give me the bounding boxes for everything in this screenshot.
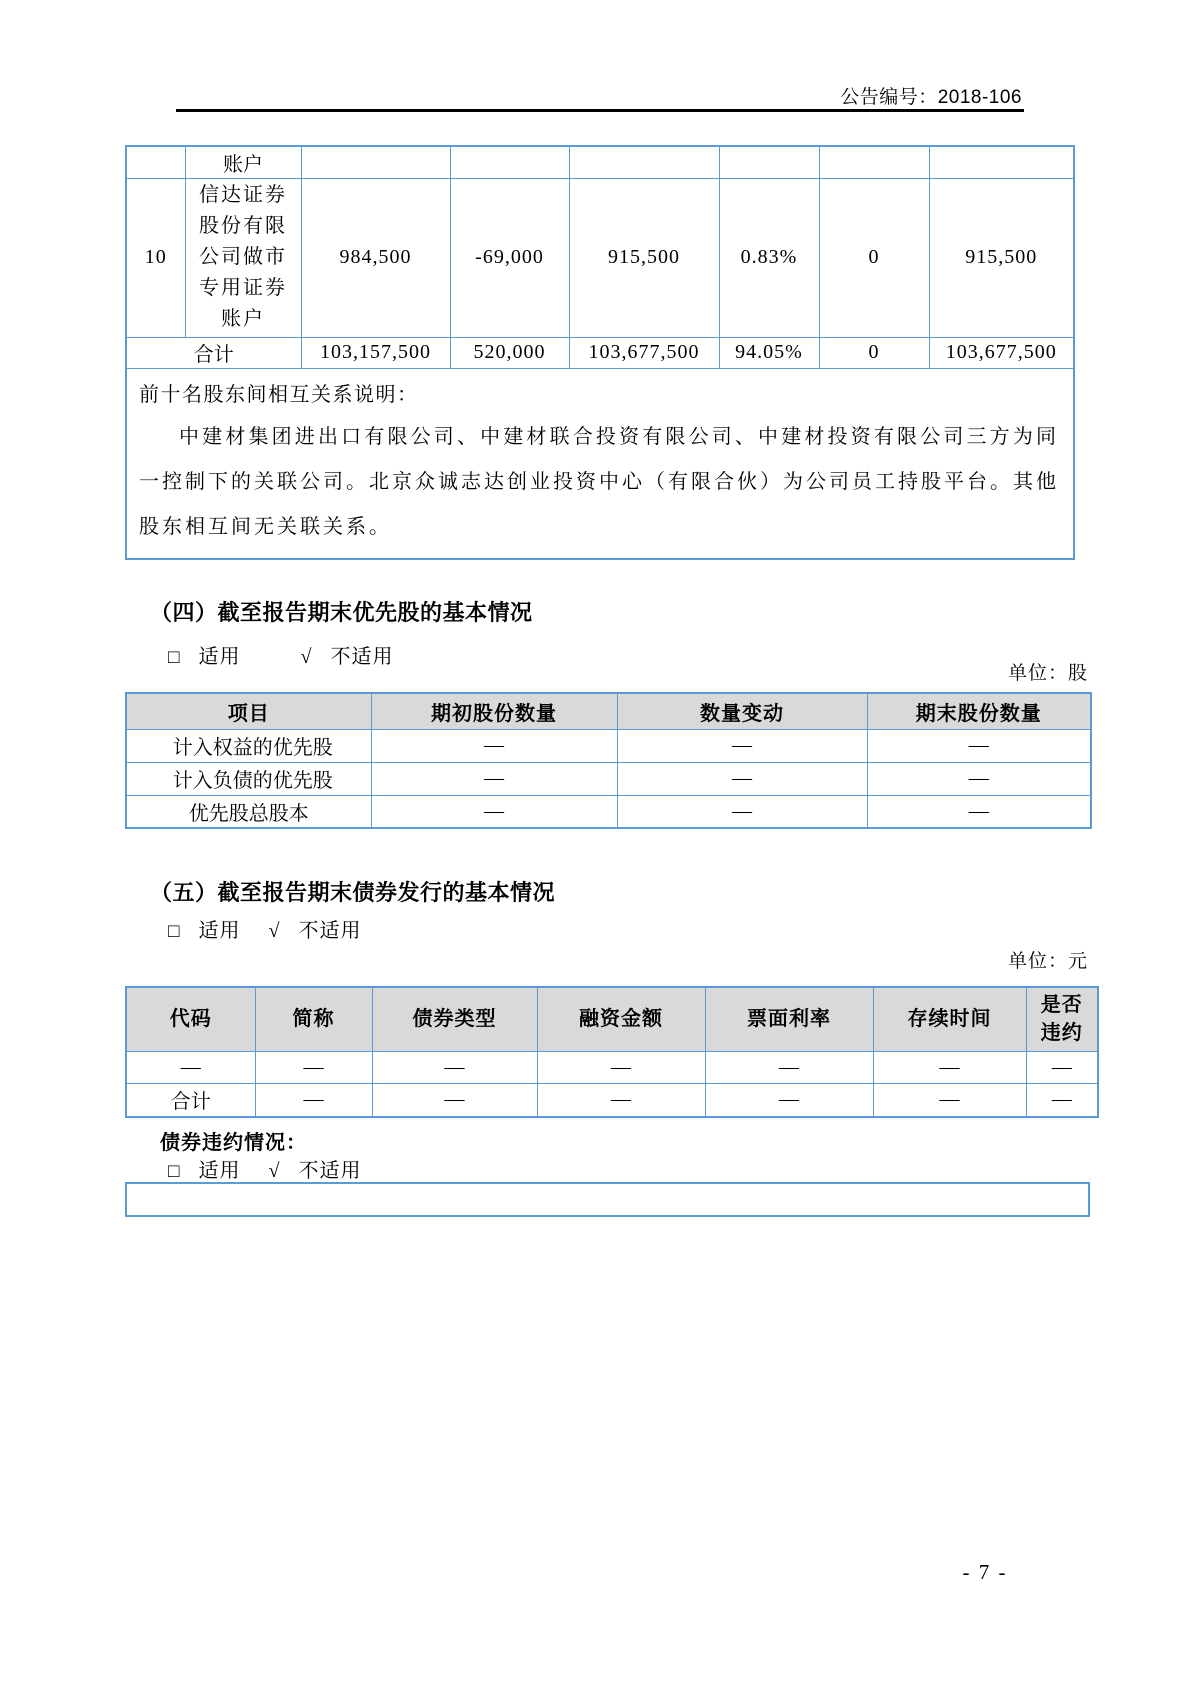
table-cell: — [873,1083,1026,1117]
table-cell: — [867,729,1091,762]
table-cell-total-label: 合计 [126,1083,255,1117]
applicable-label: 适用 [198,1160,241,1182]
column-header: 是否违约 [1026,987,1098,1051]
table-cell [929,146,1074,178]
table-cell-total-label: 合计 [126,337,301,368]
not-applicable-label: 不适用 [298,1160,362,1182]
table-cell: 103,677,500 [569,337,719,368]
section-title-bond: （五）截至报告期末债券发行的基本情况 [150,880,556,905]
applicability-line-bond [168,914,361,943]
table-row [126,1051,1098,1083]
preferred-shares-table [125,692,1092,829]
table-cell: 0.83% [719,178,819,337]
page-number: - 7 - [962,1560,1008,1584]
table-row [126,762,1091,795]
table-cell [569,146,719,178]
table-cell: -69,000 [450,178,569,337]
table-cell: — [617,729,867,762]
table-cell: — [867,795,1091,828]
table-cell: — [126,1051,255,1083]
table-header-row [126,987,1098,1051]
shareholder-table [125,145,1075,560]
bond-default-detail-box [125,1182,1090,1217]
table-cell: 103,677,500 [929,337,1074,368]
table-cell: — [372,1083,537,1117]
table-row-10 [126,178,1074,337]
relation-note-cell [126,368,1074,559]
checkmark-icon: √ [268,1160,281,1182]
checkbox-icon: □ [168,1161,181,1182]
header-rule [176,109,1024,112]
table-cell: 0 [819,337,929,368]
table-row [126,729,1091,762]
bond-table [125,986,1099,1118]
column-header: 存续时间 [873,987,1026,1051]
bond-default-heading: 债券违约情况： [160,1132,307,1154]
relation-note-body: 中建材集团进出口有限公司、中建材联合投资有限公司、中建材投资有限公司三方为同一控制下的关联公司。北京众诚志达创业投资中心（有限合伙）为公司员工持股平台。其他股东相互间无关联关系。 [139,425,1059,538]
column-header: 代码 [126,987,255,1051]
table-cell: — [537,1083,705,1117]
applicable-label: 适用 [198,646,241,668]
column-header: 债券类型 [372,987,537,1051]
column-header: 期末股份数量 [867,693,1091,729]
table-cell: — [1026,1083,1098,1117]
table-cell: 984,500 [301,178,450,337]
table-cell: — [617,762,867,795]
table-cell: — [255,1051,372,1083]
applicability-line-bond-default [168,1154,361,1183]
column-header: 简称 [255,987,372,1051]
checkmark-icon: √ [300,646,313,668]
announcement-number: 公告编号：2018-106 [840,87,1022,108]
table-cell: 520,000 [450,337,569,368]
table-cell: 94.05% [719,337,819,368]
table-row-relation-note [126,368,1074,559]
column-header: 票面利率 [705,987,873,1051]
table-cell: — [867,762,1091,795]
table-cell: — [1026,1051,1098,1083]
checkbox-icon: □ [168,921,181,942]
table-cell-item: 计入负债的优先股 [126,762,371,795]
table-cell [719,146,819,178]
column-header: 项目 [126,693,371,729]
column-header: 期初股份数量 [371,693,617,729]
table-cell: — [873,1051,1026,1083]
unit-label-shares: 单位：股 [1007,663,1088,684]
table-cell [126,146,185,178]
table-cell: — [371,729,617,762]
table-cell: — [371,762,617,795]
table-cell: — [617,795,867,828]
section-title-preferred: （四）截至报告期末优先股的基本情况 [150,600,533,625]
applicable-label: 适用 [198,920,241,942]
table-cell-item: 计入权益的优先股 [126,729,371,762]
not-applicable-label: 不适用 [298,920,362,942]
table-cell: — [537,1051,705,1083]
table-cell-shareholder-name: 信达证券股份有限公司做市专用证券账户 [185,178,301,337]
table-cell [301,146,450,178]
table-cell: 103,157,500 [301,337,450,368]
table-cell: 账户 [185,146,301,178]
table-cell: 915,500 [569,178,719,337]
table-row-carryover [126,146,1074,178]
column-header: 融资金额 [537,987,705,1051]
table-cell: — [371,795,617,828]
relation-note-title: 前十名股东间相互关系说明： [139,383,419,406]
table-cell: — [372,1051,537,1083]
table-cell [819,146,929,178]
table-cell: 915,500 [929,178,1074,337]
table-row-total [126,795,1091,828]
table-header-row [126,693,1091,729]
column-header: 数量变动 [617,693,867,729]
table-cell: 0 [819,178,929,337]
not-applicable-label: 不适用 [330,646,394,668]
checkmark-icon: √ [268,920,281,942]
table-row-total [126,337,1074,368]
table-cell-item: 优先股总股本 [126,795,371,828]
table-row-total [126,1083,1098,1117]
table-cell-rank: 10 [126,178,185,337]
table-cell [450,146,569,178]
table-cell: — [705,1051,873,1083]
unit-label-yuan: 单位：元 [1007,951,1088,972]
table-cell: — [255,1083,372,1117]
table-cell: — [705,1083,873,1117]
checkbox-icon: □ [168,647,181,668]
